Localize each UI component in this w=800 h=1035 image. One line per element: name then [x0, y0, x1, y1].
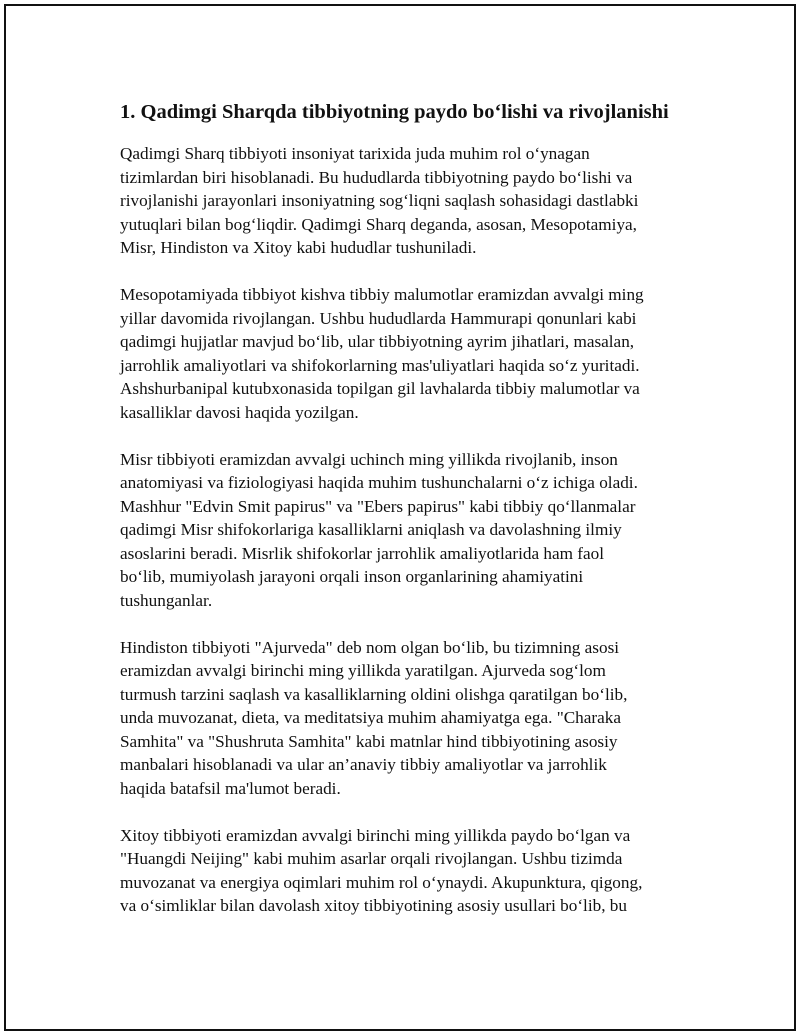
text-line: Qadimgi Sharq tibbiyoti insoniyat tarixida juda muhim rol o‘ynagan — [120, 144, 590, 163]
text-line: yutuqlari bilan bog‘liqdir. Qadimgi Sharq deganda, asosan, Mesopotamiya, — [120, 214, 637, 234]
text-line: va o‘simliklar bilan davolash xitoy tibbiyotining asosiy usullari bo‘lib, bu — [120, 896, 627, 915]
text-line: tizimlardan biri hisoblanadi. Bu hududlarda tibbiyotning paydo bo‘lishi va — [120, 167, 633, 187]
text-line: Misr, Hindiston va Xitoy kabi hududlar tushuniladi. — [120, 238, 477, 257]
text-line: Mashhur "Edvin Smit papirus" va "Ebers papirus" kabi tibbiy qo‘llanmalar — [120, 496, 636, 516]
text-line: tushunganlar. — [120, 590, 213, 610]
paragraph-intro — [120, 142, 700, 260]
text-line: qadimgi Misr shifokorlariga kasalliklarni aniqlash va davolashning ilmiy — [120, 520, 622, 539]
text-line: Ashshurbanipal kutubxonasida topilgan gil lavhalarda tibbiy malumotlar va — [120, 379, 640, 398]
text-line: manbalari hisoblanadi va ular an’anaviy tibbiy amaliyotlar va jarrohlik — [120, 755, 607, 774]
text-line: bo‘lib, mumiyolash jarayoni orqali inson organlarining ahamiyatini — [120, 567, 584, 586]
paragraph-mesopotamia — [120, 283, 700, 424]
text-line: qadimgi hujjatlar mavjud bo‘lib, ular tibbiyotning ayrim jihatlari, masalan, — [120, 332, 635, 351]
section-heading: 1. Qadimgi Sharqda tibbiyotning paydo bo‘lishi va rivojlanishi — [120, 101, 669, 123]
paragraph-india — [120, 636, 700, 801]
text-line: muvozanat va energiya oqimlari muhim rol o‘ynaydi. Akupunktura, qigong, — [120, 872, 643, 892]
document-page — [4, 4, 796, 1031]
text-line: turmush tarzini saqlash va kasalliklarning oldini olishga qaratilgan bo‘lib, — [120, 684, 628, 704]
text-line: Xitoy tibbiyoti eramizdan avvalgi birinchi ming yillikda paydo bo‘lgan va — [120, 825, 631, 845]
text-line: haqida batafsil ma'lumot beradi. — [120, 778, 341, 798]
text-line: anatomiyasi va fiziologiyasi haqida muhim tushunchalarni o‘z ichiga oladi. — [120, 473, 638, 492]
text-line: Samhita" va "Shushruta Samhita" kabi matnlar hind tibbiyotining asosiy — [120, 731, 618, 751]
paragraph-egypt — [120, 448, 700, 613]
text-line: "Huangdi Neijing" kabi muhim asarlar orqali rivojlangan. Ushbu tizimda — [120, 849, 623, 868]
text-line: yillar davomida rivojlangan. Ushbu hududlarda Hammurapi qonunlari kabi — [120, 308, 637, 328]
text-line: eramizdan avvalgi birinchi ming yillikda yaratilgan. Ajurveda sog‘lom — [120, 661, 606, 680]
text-line: rivojlanishi jarayonlari insoniyatning sog‘liqni saqlash sohasidagi dastlabki — [120, 191, 639, 210]
text-line: asoslarini beradi. Misrlik shifokorlar jarrohlik amaliyotlarida ham faol — [120, 543, 604, 563]
paragraph-china — [120, 824, 700, 918]
document-body — [120, 99, 700, 941]
text-line: kasalliklar davosi haqida yozilgan. — [120, 402, 359, 422]
text-line: Hindiston tibbiyoti "Ajurveda" deb nom olgan bo‘lib, bu tizimning asosi — [120, 637, 620, 657]
text-line: unda muvozanat, dieta, va meditatsiya muhim ahamiyatga ega. "Charaka — [120, 708, 621, 727]
text-line: jarrohlik amaliyotlari va shifokorlarning mas'uliyatlari haqida so‘z yuritadi. — [120, 355, 640, 375]
text-line: Misr tibbiyoti eramizdan avvalgi uchinch ming yillikda rivojlanib, inson — [120, 449, 618, 469]
text-line: Mesopotamiyada tibbiyot kishva tibbiy malumotlar eramizdan avvalgi ming — [120, 285, 644, 304]
